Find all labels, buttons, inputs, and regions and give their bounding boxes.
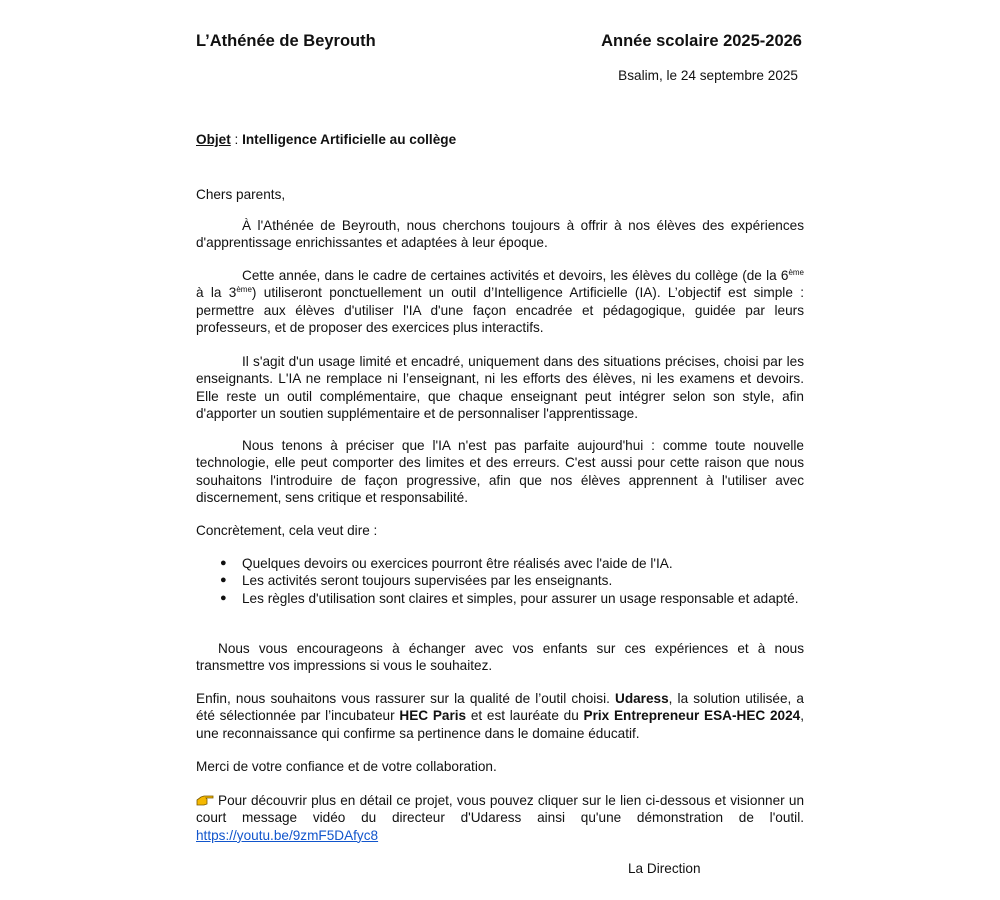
subject-label: Objet [196, 132, 231, 147]
bullet-dot-icon: ● [220, 557, 227, 569]
brand-udaress: Udaress [615, 691, 669, 706]
signature: La Direction [628, 861, 701, 876]
award-name: Prix Entrepreneur ESA-HEC 2024 [583, 708, 801, 724]
paragraph-video: Pour découvrir plus en détail ce projet, vous pouvez cliquer sur le lien ci-dessous et visionner un court message vidéo du directeur d'Udaress ainsi qu'une démonstration de l'outil. https://youtu.be/9zmF5DAfyc8 [196, 793, 804, 843]
brand-hec-paris: HEC Paris [399, 708, 467, 724]
concretely-intro: Concrètement, cela veut dire : [196, 523, 378, 538]
paragraph-encourage: Nous vous encourageons à échanger avec vos enfants sur ces expériences et à nous transmettre vos impressions si vous le souhaitez. [196, 641, 804, 674]
school-name: L’Athénée de Beyrouth [196, 32, 376, 50]
paragraph-this-year: Cette année, dans le cadre de certaines activités et devoirs, les élèves du collège (de la 6ème à la 3ème) utiliseront ponctuellement un outil d’Intelligence Artificielle (IA). L’objectif est simple : permettre aux élèves d'utiliser l'IA d'une façon encadrée et pédagogique, guidée par leurs professeurs, et de proposer des exercices plus interactifs. [196, 268, 804, 336]
pointing-hand-icon [196, 793, 214, 805]
subject-separator: : [230, 132, 243, 147]
bullet-item: ● Quelques devoirs ou exercices pourront être réalisés avec l'aide de l'IA. [220, 556, 673, 571]
video-link[interactable]: https://youtu.be/9zmF5DAfyc8 [196, 827, 379, 843]
thanks-line: Merci de votre confiance et de votre collaboration. [196, 759, 497, 774]
school-year: Année scolaire 2025-2026 [601, 32, 802, 50]
bullet-list [196, 555, 804, 607]
paragraph-limitations: Nous tenons à préciser que l'IA n'est pas parfaite aujourd'hui : comme toute nouvelle technologie, elle peut comporter des limites et des erreurs. C'est aussi pour cette raison que nous souhaitons l'introduire de façon progressive, afin que nos élèves apprennent à l'utiliser avec discernement, sens critique et responsabilité. [196, 438, 804, 506]
bullet-dot-icon: ● [220, 574, 227, 587]
paragraph-tool-quality: Enfin, nous souhaitons vous rassurer sur la qualité de l’outil choisi. Udaress, la solution utilisée, a été sélectionnée par l’incubateur HEC Paris et est lauréate du Prix Entrepreneur ESA-HEC 2024, une reconnaissance qui confirme sa pertinence dans le domaine éducatif. [196, 691, 804, 741]
subject-text: Intelligence Artificielle au collège [242, 132, 457, 147]
bullet-item: ● Les règles d'utilisation sont claires et simples, pour assurer un usage responsable et adapté. [220, 590, 799, 606]
paragraph-limited-use: Il s'agit d'un usage limité et encadré, uniquement dans des situations précises, choisi par les enseignants. L'IA ne remplace ni l’enseignant, ni les efforts des élèves, ni les examens et devoirs. Elle reste un outil complémentaire, que chaque enseignant peut intégrer selon son style, afin d'apporter un soutien supplémentaire et de personnaliser l'apprentissage. [196, 354, 804, 422]
paragraph-intro: À l'Athénée de Beyrouth, nous cherchons toujours à offrir à nos élèves des expériences d'apprentissage enrichissantes et adaptées à leur époque. [196, 218, 804, 251]
place-date: Bsalim, le 24 septembre 2025 [618, 68, 798, 83]
subject-line [196, 131, 456, 148]
bullet-item: ● Les activités seront toujours supervisées par les enseignants. [220, 573, 613, 589]
greeting: Chers parents, [196, 187, 286, 202]
bullet-dot-icon: ● [220, 591, 227, 604]
